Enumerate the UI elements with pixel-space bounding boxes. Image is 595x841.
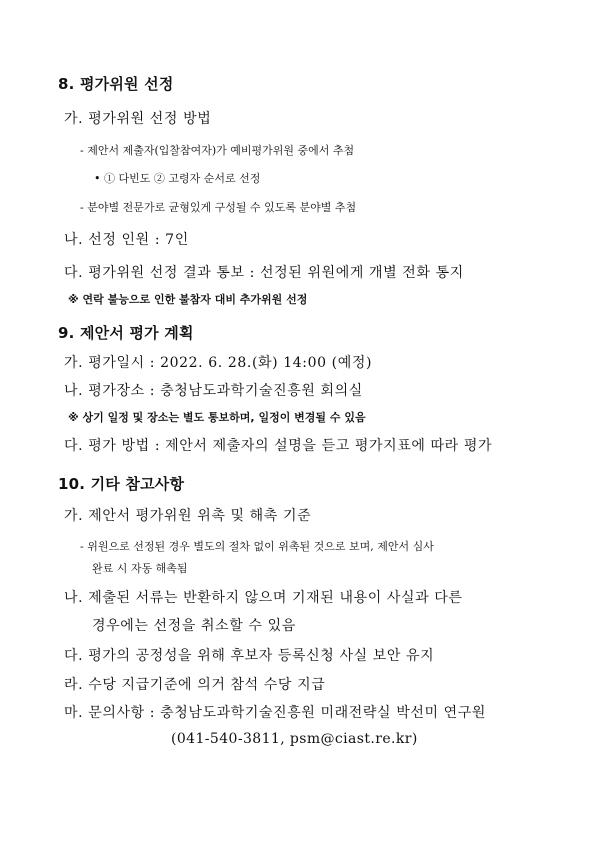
section-10-item-na: 나. 제출된 서류는 반환하지 않으며 기재된 내용이 사실과 다른	[64, 590, 463, 606]
section-8-item-ga: 가. 평가위원 선정 방법	[64, 111, 212, 127]
section-9-heading: 9. 제안서 평가 계획	[58, 324, 194, 342]
section-8-item-da: 다. 평가위원 선정 결과 통보 : 선정된 위원에게 개별 전화 통지	[64, 265, 464, 281]
section-8-note: ※ 연락 불능으로 인한 불참자 대비 추가위원 선정	[68, 293, 308, 306]
section-9-note: ※ 상기 일정 및 장소는 별도 통보하며, 일정이 변경될 수 있음	[68, 411, 366, 424]
section-8-heading: 8. 평가위원 선정	[58, 75, 174, 93]
section-9-item-da: 다. 평가 방법 : 제안서 제출자의 설명을 듣고 평가지표에 따라 평가	[64, 438, 493, 454]
section-10-item-da: 다. 평가의 공정성을 위해 후보자 등록신청 사실 보안 유지	[64, 648, 435, 664]
section-10-item-na-continued: 경우에는 선정을 취소할 수 있음	[92, 618, 296, 634]
section-10-ga-subitem-1: - 위원으로 선정된 경우 별도의 절차 없이 위촉된 것으로 보며, 제안서 심사	[80, 540, 434, 553]
section-10-item-ma: 마. 문의사항 : 충청남도과학기술진흥원 미래전략실 박선미 연구원	[64, 705, 487, 721]
section-10-heading: 10. 기타 참고사항	[58, 475, 185, 493]
section-9-item-ga: 가. 평가일시 : 2022. 6. 28.(화) 14:00 (예정)	[64, 355, 373, 371]
section-10-ga-subitem-1-continued: 완료 시 자동 해촉됨	[92, 562, 188, 575]
section-8-ga-subitem-1-detail: • ① 다빈도 ② 고령자 순서로 선정	[94, 172, 261, 185]
section-9-item-na: 나. 평가장소 : 충청남도과학기술진흥원 회의실	[64, 383, 363, 399]
section-8-item-na: 나. 선정 인원 : 7인	[64, 232, 189, 248]
section-8-ga-subitem-1: - 제안서 제출자(입찰참여자)가 예비평가위원 중에서 추첨	[80, 144, 355, 157]
section-8-ga-subitem-2: - 분야별 전문가로 균형있게 구성될 수 있도록 분야별 추첨	[80, 201, 357, 214]
section-10-item-ga: 가. 제안서 평가위원 위촉 및 해촉 기준	[64, 508, 312, 524]
section-10-item-ra: 라. 수당 지급기준에 의거 참석 수당 지급	[64, 677, 326, 693]
contact-info: (041-540-3811, psm@ciast.re.kr)	[171, 731, 418, 747]
